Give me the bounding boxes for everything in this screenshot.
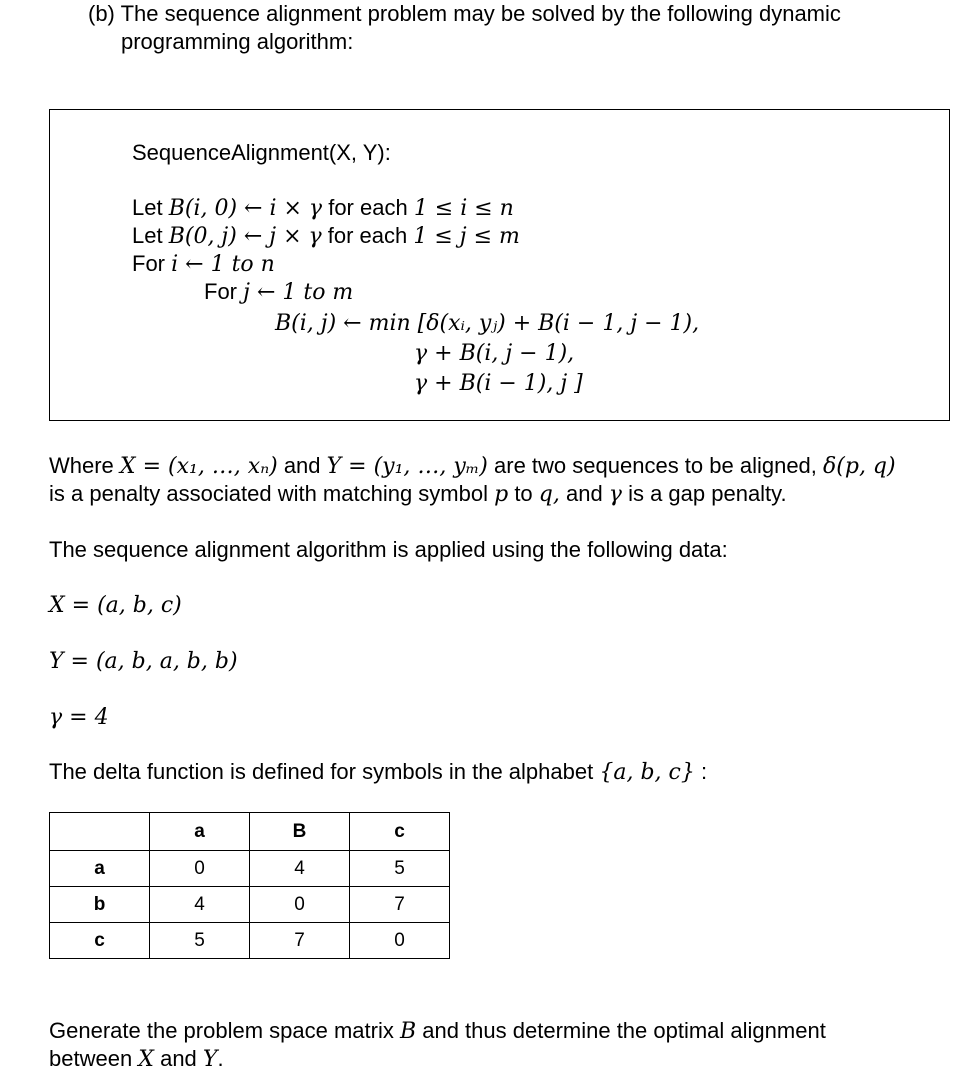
math-b: B: [399, 1019, 417, 1044]
let-text: for each: [321, 223, 414, 248]
task-text: and: [153, 1046, 203, 1071]
where-line-2: [49, 480, 787, 509]
task-text: Generate the problem space matrix: [49, 1018, 400, 1043]
sequence-x-def: X = (x₁, …, xₙ): [119, 454, 278, 479]
table-cell: 4: [150, 887, 250, 923]
table-row: [50, 851, 450, 887]
alphabet-set: {a, b, c}: [599, 760, 695, 785]
table-row-header: b: [50, 887, 150, 923]
applied-text: The sequence alignment algorithm is applied using the following data:: [49, 537, 728, 562]
let-math: B(0, j) ← j × γ: [168, 224, 322, 249]
sequence-y-def: Y = (y₁, …, yₘ): [326, 454, 488, 479]
table-header-row: [50, 813, 450, 851]
recurrence-line-3: γ + B(i − 1), j ]: [414, 371, 583, 396]
algorithm-for-outer: [132, 250, 275, 279]
delta-intro-text: The delta function is defined for symbols in the alphabet: [49, 759, 600, 784]
table-cell: 7: [250, 923, 350, 959]
let-text: Let: [132, 223, 169, 248]
math-x: X: [138, 1047, 154, 1072]
table-header-cell: c: [350, 813, 450, 851]
let-math: B(i, 0) ← i × γ: [168, 196, 323, 221]
table-row: [50, 887, 450, 923]
algorithm-let-line-2: [132, 222, 520, 251]
delta-table: [49, 812, 450, 959]
table-cell: 0: [250, 887, 350, 923]
for-text: For: [132, 251, 172, 276]
delta-symbol: δ(p, q): [823, 454, 896, 479]
table-header-cell: [50, 813, 150, 851]
where-text: to: [508, 481, 539, 506]
where-text: Where: [49, 453, 120, 478]
data-gamma: γ = 4: [49, 705, 109, 730]
recurrence-line-2: γ + B(i, j − 1),: [414, 341, 575, 366]
table-row-header: c: [50, 923, 150, 959]
table-row: [50, 923, 450, 959]
data-x: X = (a, b, c): [49, 593, 182, 618]
delta-intro: [49, 758, 707, 787]
task-text: and thus determine the optimal alignment: [416, 1018, 826, 1043]
let-text: Let: [132, 195, 169, 220]
where-text: are two sequences to be aligned,: [487, 453, 824, 478]
math-p: p: [494, 482, 509, 507]
math-gamma: γ: [608, 482, 622, 507]
table-cell: 5: [150, 923, 250, 959]
data-y: Y = (a, b, a, b, b): [49, 649, 238, 674]
where-text: and: [277, 453, 327, 478]
table-cell: 0: [150, 851, 250, 887]
let-condition: 1 ≤ i ≤ n: [413, 196, 514, 221]
where-text: is a gap penalty.: [621, 481, 787, 506]
intro-line-2: programming algorithm:: [121, 29, 354, 54]
where-text: and: [559, 481, 609, 506]
algorithm-for-inner: [204, 278, 353, 307]
for-math: i ← 1 to n: [171, 252, 275, 277]
let-text: for each: [322, 195, 414, 220]
table-cell: 5: [350, 851, 450, 887]
algorithm-title: SequenceAlignment(X, Y):: [132, 140, 391, 165]
for-math: j ← 1 to m: [243, 280, 354, 305]
where-line-1: [49, 452, 896, 481]
task-line-2: [49, 1045, 224, 1074]
let-condition: 1 ≤ j ≤ m: [413, 224, 520, 249]
task-line-1: [49, 1017, 826, 1046]
table-header-cell: B: [250, 813, 350, 851]
table-cell: 0: [350, 923, 450, 959]
table-row-header: a: [50, 851, 150, 887]
intro-line-1: (b) The sequence alignment problem may be solved by the following dynamic: [88, 1, 841, 26]
algorithm-let-line-1: [132, 194, 514, 223]
table-cell: 4: [250, 851, 350, 887]
delta-intro-text: :: [694, 759, 708, 784]
math-y: Y: [202, 1047, 218, 1072]
table-header-cell: a: [150, 813, 250, 851]
task-text: between: [49, 1046, 139, 1071]
recurrence-line-1: B(i, j) ← min [δ(xᵢ, yⱼ) + B(i − 1, j − 1),: [275, 311, 700, 336]
table-cell: 7: [350, 887, 450, 923]
for-text: For: [204, 279, 244, 304]
task-text: .: [217, 1046, 224, 1071]
where-text: is a penalty associated with matching symbol: [49, 481, 495, 506]
math-q: q,: [538, 482, 560, 507]
